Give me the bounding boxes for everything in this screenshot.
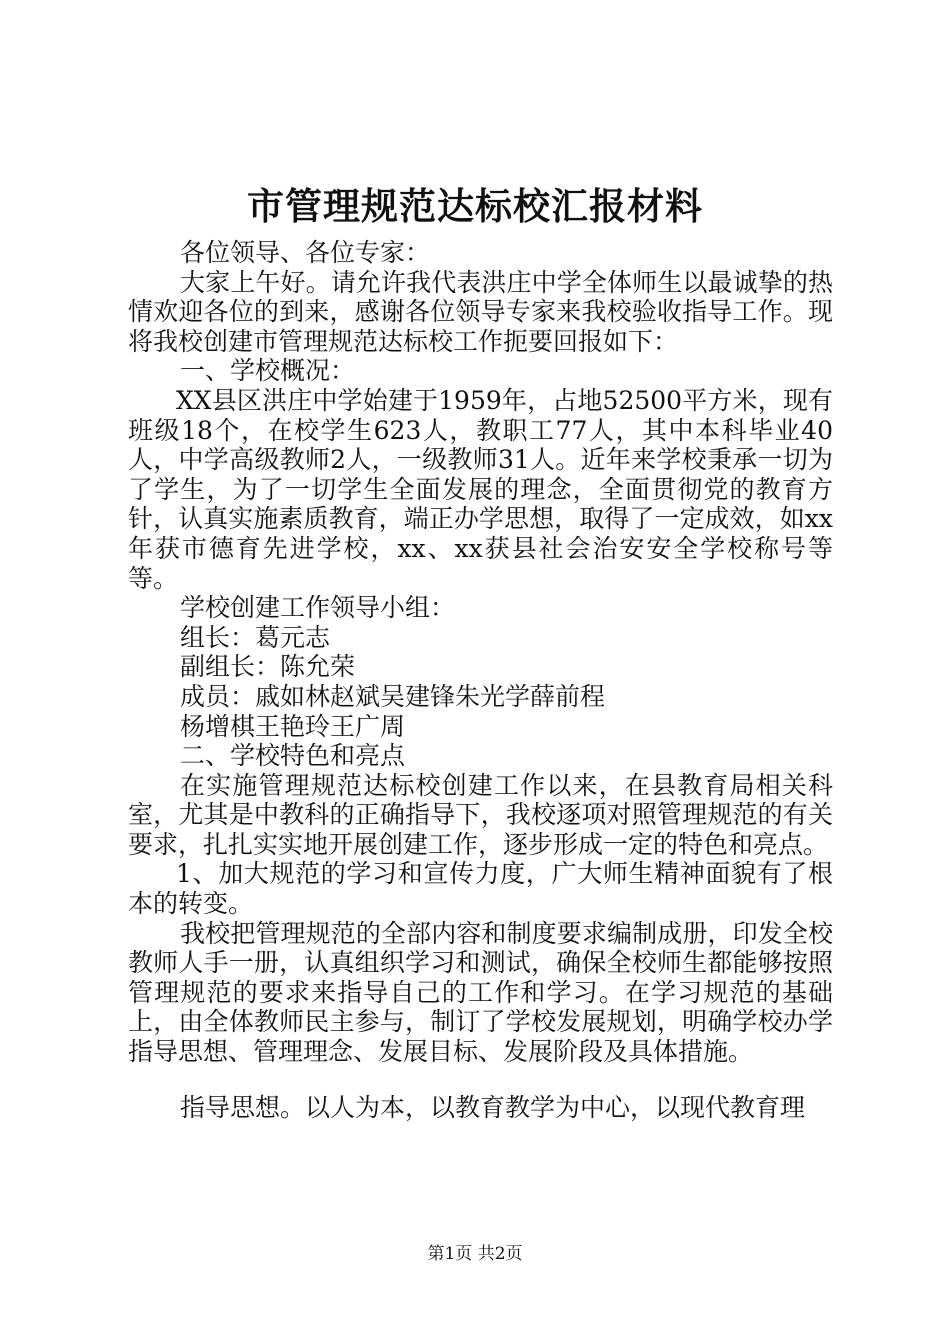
paragraph-group-leader: 组长：葛元志 xyxy=(180,622,331,652)
paragraph-gap xyxy=(128,1067,833,1093)
paragraph-guiding-ideology: 指导思想。以人为本，以教育教学为中心，以现代教育理 xyxy=(180,1092,806,1122)
document-body xyxy=(128,238,833,1122)
paragraph-greeting: 大家上午好。请允许我代表洪庄中学全体师生以最诚挚的热情欢迎各位的到来，感谢各位领导专家来我校验收指导工作。现将我校创建市管理规范达标校工作扼要回报如下： xyxy=(128,267,833,356)
document-title: 市管理规范达标校汇报材料 xyxy=(247,184,703,228)
paragraph-school-overview: XX县区洪庄中学始建于1959年，占地52500平方米，现有班级18个，在校学生623人，教职工77人，其中本科毕业40人，中学高级教师2人，一级教师31人。近年来学校秉承一切为了学生，为了一切学生全面发展的理念，全面贯彻党的教育方针，认真实施素质教育，端正办学思想，取得了一定成效，如xx年获市德育先进学校，xx、xx获县社会治安安全学校称号等等。 xyxy=(128,385,833,593)
paragraph-point-1-detail: 我校把管理规范的全部内容和制度要求编制成册，印发全校教师人手一册，认真组织学习和测试，确保全校师生都能够按照管理规范的要求来指导自己的工作和学习。在学习规范的基础上，由全体教师民主参与，制订了学校发展规划，明确学校办学指导思想、管理理念、发展目标、发展阶段及具体措施。 xyxy=(128,918,833,1067)
paragraph-point-1: 1、加大规范的学习和宣传力度，广大师生精神面貌有了根本的转变。 xyxy=(128,859,833,919)
paragraph-members-cont: 杨增棋王艳玲王广周 xyxy=(180,711,406,741)
page-number-footer: 第1页 共2页 xyxy=(427,1244,523,1264)
paragraph-salutation: 各位领导、各位专家： xyxy=(180,238,431,267)
paragraph-deputy-leader: 副组长：陈允荣 xyxy=(180,652,356,682)
section-heading-features: 二、学校特色和亮点 xyxy=(180,741,406,771)
section-heading-overview: 一、学校概况： xyxy=(180,356,356,386)
paragraph-members: 成员：戚如林赵斌吴建锋朱光学薛前程 xyxy=(180,681,606,711)
paragraph-leadership-group: 学校创建工作领导小组： xyxy=(180,593,456,623)
paragraph-features-intro: 在实施管理规范达标校创建工作以来，在县教育局相关科室，尤其是中教科的正确指导下，我校逐项对照管理规范的有关要求，扎扎实实地开展创建工作，逐步形成一定的特色和亮点。 xyxy=(128,770,833,859)
